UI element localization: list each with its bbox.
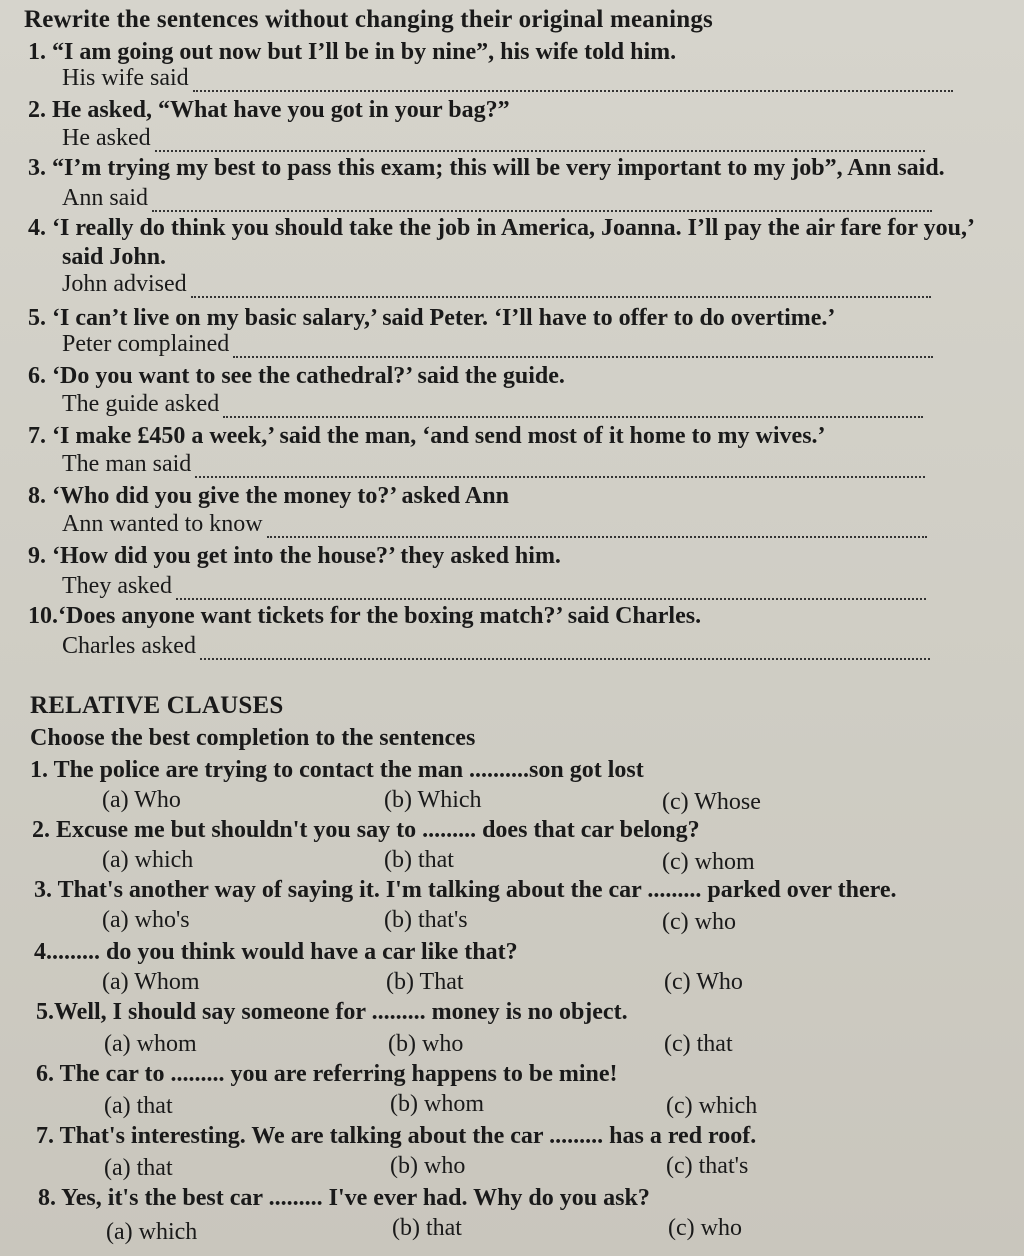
rewrite-answer-9: [62, 572, 926, 600]
answer-blank-7[interactable]: [195, 456, 925, 478]
option-5a[interactable]: (a) whom: [104, 1031, 197, 1057]
rewrite-starter-8: Ann wanted to know: [62, 511, 263, 537]
answer-blank-4[interactable]: [191, 276, 931, 298]
option-8c[interactable]: (c) who: [668, 1215, 742, 1241]
option-1b[interactable]: (b) Which: [384, 787, 482, 813]
option-6c[interactable]: (c) which: [666, 1093, 758, 1119]
relative-question-1: 1. The police are trying to contact the man ..........son got lost: [30, 757, 644, 783]
rewrite-starter-3: Ann said: [62, 185, 148, 211]
relative-question-6: 6. The car to ......... you are referring happens to be mine!: [36, 1061, 618, 1087]
option-5c[interactable]: (c) that: [664, 1031, 733, 1057]
rewrite-question-5: 5. ‘I can’t live on my basic salary,’ said Peter. ‘I’ll have to offer to do overtime.’: [28, 305, 836, 331]
option-2c[interactable]: (c) whom: [662, 849, 755, 875]
rewrite-question-7: 7. ‘I make £450 a week,’ said the man, ‘and send most of it home to my wives.’: [28, 423, 826, 449]
rewrite-starter-5: Peter complained: [62, 331, 230, 357]
option-6b[interactable]: (b) whom: [390, 1091, 484, 1117]
relative-question-4: 4......... do you think would have a car like that?: [34, 939, 518, 965]
relative-question-2: 2. Excuse me but shouldn't you say to ......... does that car belong?: [32, 817, 700, 843]
rewrite-question-9: 9. ‘How did you get into the house?’ they asked him.: [28, 543, 561, 569]
option-8b[interactable]: (b) that: [392, 1215, 462, 1241]
option-4b[interactable]: (b) That: [386, 969, 464, 995]
relative-question-3: 3. That's another way of saying it. I'm talking about the car ......... parked over there.: [34, 877, 897, 903]
option-2b[interactable]: (b) that: [384, 847, 454, 873]
option-3a[interactable]: (a) who's: [102, 907, 190, 933]
option-7a[interactable]: (a) that: [104, 1155, 173, 1181]
answer-blank-10[interactable]: [200, 638, 930, 660]
rewrite-starter-7: The man said: [62, 451, 192, 477]
rewrite-starter-9: They asked: [62, 573, 172, 599]
option-7b[interactable]: (b) who: [390, 1153, 466, 1179]
option-3b[interactable]: (b) that's: [384, 907, 468, 933]
rewrite-starter-10: Charles asked: [62, 633, 196, 659]
relative-question-5: 5.Well, I should say someone for ......... money is no object.: [36, 999, 628, 1025]
rewrite-answer-3: [62, 184, 932, 212]
rewrite-question-8: 8. ‘Who did you give the money to?’ asked Ann: [28, 483, 509, 509]
rewrite-title: Rewrite the sentences without changing their original meanings: [24, 6, 713, 33]
answer-blank-6[interactable]: [223, 396, 923, 418]
option-4c[interactable]: (c) Who: [664, 969, 743, 995]
rewrite-answer-4: [62, 270, 931, 298]
answer-blank-1[interactable]: [193, 70, 953, 92]
rewrite-answer-10: [62, 632, 930, 660]
option-5b[interactable]: (b) who: [388, 1031, 464, 1057]
answer-blank-8[interactable]: [267, 516, 927, 538]
rewrite-question-10: 10.‘Does anyone want tickets for the boxing match?’ said Charles.: [28, 603, 702, 629]
option-1a[interactable]: (a) Who: [102, 787, 181, 813]
answer-blank-5[interactable]: [233, 336, 933, 358]
rewrite-question-4: 4. ‘I really do think you should take the job in America, Joanna. I’ll pay the air fare for you,’: [28, 215, 975, 241]
rewrite-question-1: 1. “I am going out now but I’ll be in by nine”, his wife told him.: [28, 39, 677, 65]
rewrite-answer-1: [62, 64, 953, 92]
answer-blank-2[interactable]: [155, 130, 925, 152]
answer-blank-9[interactable]: [176, 578, 926, 600]
rewrite-starter-4: John advised: [62, 271, 187, 297]
rewrite-answer-8: [62, 510, 927, 538]
relative-question-7: 7. That's interesting. We are talking about the car ......... has a red roof.: [36, 1123, 757, 1149]
rewrite-answer-7: [62, 450, 925, 478]
option-6a[interactable]: (a) that: [104, 1093, 173, 1119]
rewrite-question-3: 3. “I’m trying my best to pass this exam; this will be very important to my job”, Ann said.: [28, 155, 945, 181]
rewrite-question-2: 2. He asked, “What have you got in your bag?”: [28, 97, 510, 123]
rewrite-starter-6: The guide asked: [62, 391, 220, 417]
option-8a[interactable]: (a) which: [106, 1219, 198, 1245]
rewrite-starter-1: His wife said: [62, 65, 189, 91]
answer-blank-3[interactable]: [152, 190, 932, 212]
rewrite-question-6: 6. ‘Do you want to see the cathedral?’ said the guide.: [28, 363, 565, 389]
rewrite-question-4-cont: said John.: [62, 244, 167, 270]
rewrite-starter-2: He asked: [62, 125, 151, 151]
relative-question-8: 8. Yes, it's the best car ......... I've ever had. Why do you ask?: [38, 1185, 650, 1211]
option-7c[interactable]: (c) that's: [666, 1153, 749, 1179]
rewrite-answer-2: [62, 124, 925, 152]
rewrite-answer-5: [62, 330, 933, 358]
relative-heading: RELATIVE CLAUSES: [30, 692, 284, 719]
option-4a[interactable]: (a) Whom: [102, 969, 200, 995]
option-3c[interactable]: (c) who: [662, 909, 736, 935]
rewrite-answer-6: [62, 390, 923, 418]
relative-instruction: Choose the best completion to the sentences: [30, 725, 476, 751]
option-1c[interactable]: (c) Whose: [662, 789, 761, 815]
option-2a[interactable]: (a) which: [102, 847, 194, 873]
